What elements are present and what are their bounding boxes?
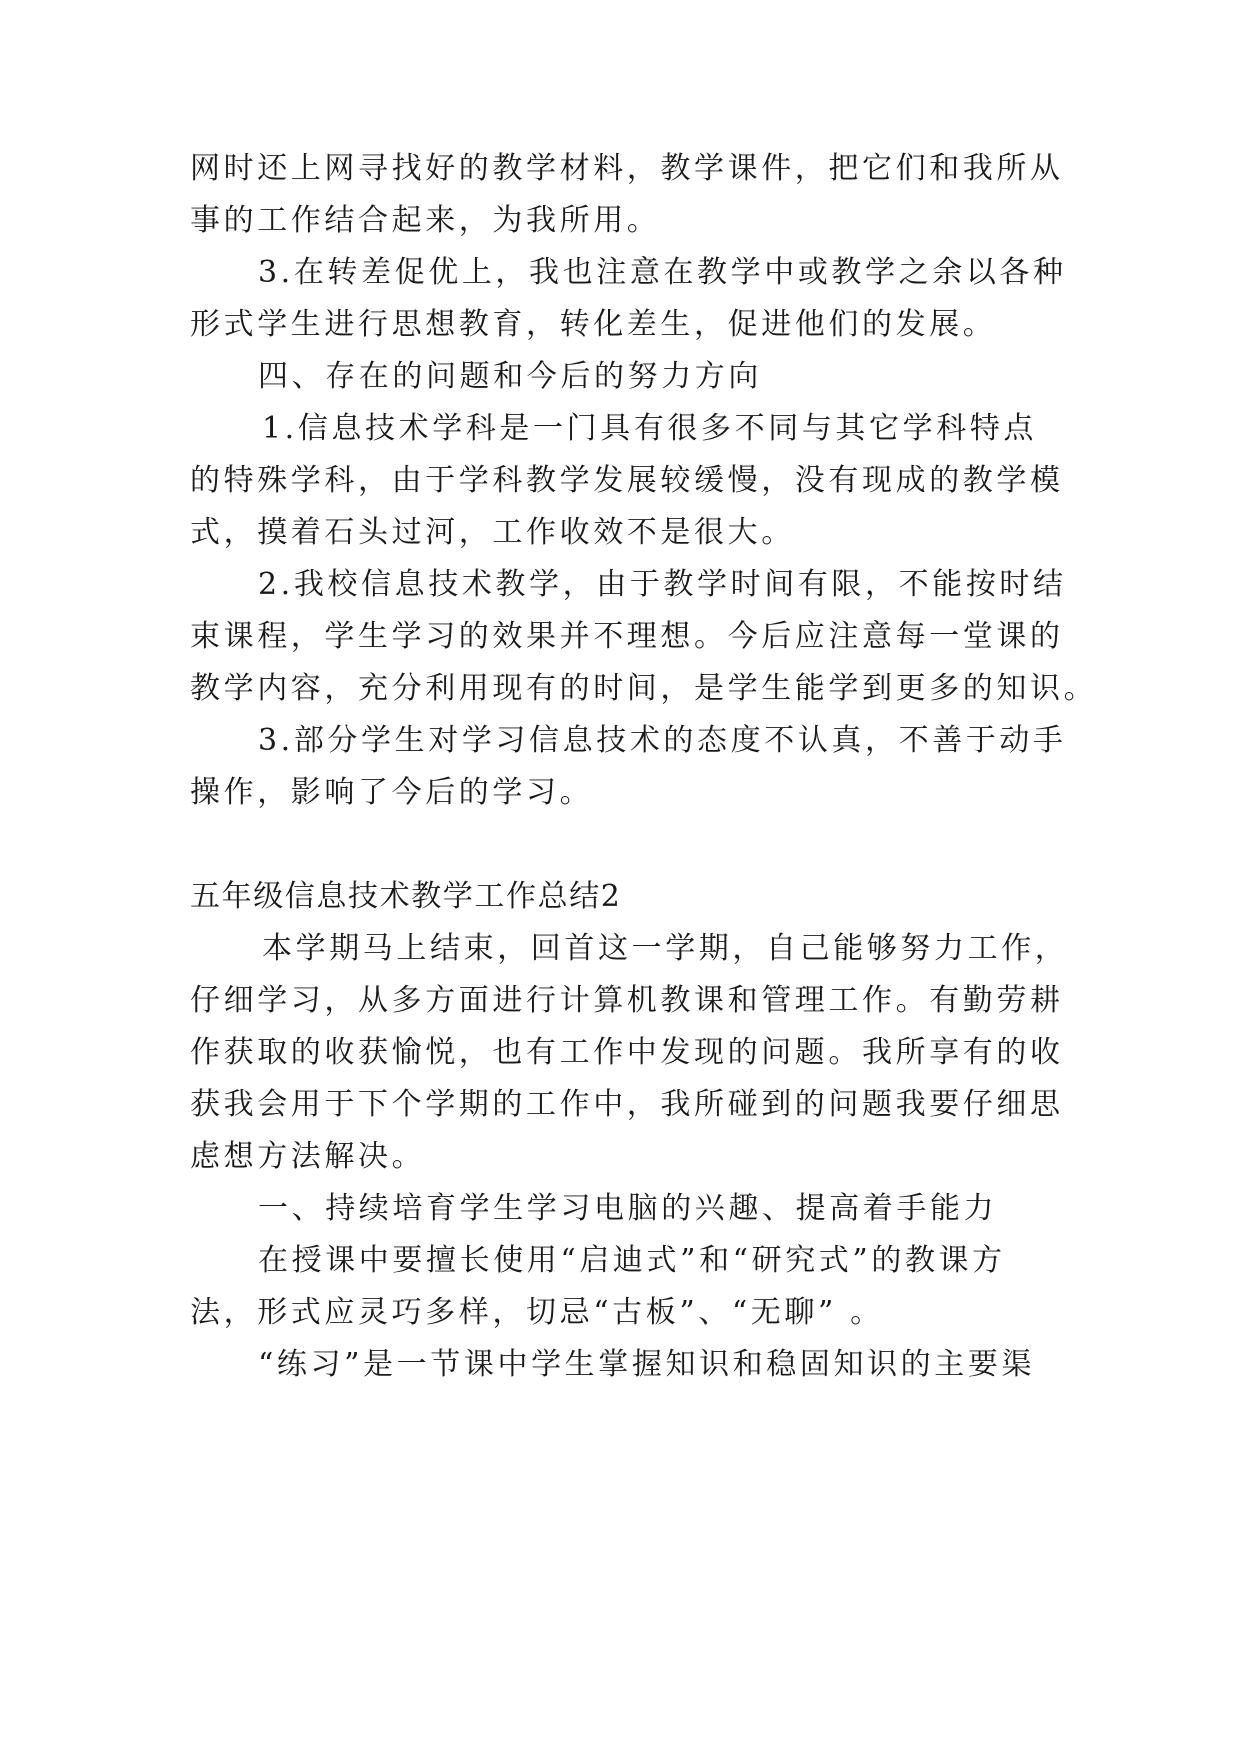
paragraph-line: 操作，影响了今后的学习。 [190, 775, 594, 810]
paragraph-line: 式，摸着石头过河，工作收效不是很大。 [190, 515, 795, 550]
paragraph-line: 网时还上网寻找好的教学材料，教学课件，把它们和我所从 [190, 151, 1064, 186]
paragraph-line: 事的工作结合起来，为我所用。 [190, 203, 661, 238]
paragraph-line: 在授课中要擅长使用“启迪式”和“研究式”的教课方 [258, 1243, 1006, 1278]
paragraph-line: 本学期马上结束，回首这一学期，自己能够努力工作， [262, 931, 1069, 966]
paragraph-line: 虑想方法解决。 [190, 1139, 426, 1174]
paragraph-line: 3.部分学生对学习信息技术的态度不认真，不善于动手 [258, 723, 1067, 758]
paragraph-line: 获我会用于下个学期的工作中，我所碰到的问题我要仔细思 [190, 1087, 1064, 1122]
section-heading: 一、持续培育学生学习电脑的兴趣、提高着手能力 [258, 1191, 998, 1226]
paragraph-line: 1.信息技术学科是一门具有很多不同与其它学科特点 [262, 411, 1038, 446]
paragraph-line: 仔细学习，从多方面进行计算机教课和管理工作。有勤劳耕 [190, 983, 1064, 1018]
paragraph-line: 教学内容，充分利用现有的时间，是学生能学到更多的知识。 [190, 671, 1098, 706]
paragraph-line: 形式学生进行思想教育，转化差生，促进他们的发展。 [190, 307, 997, 342]
paragraph-line: 2.我校信息技术教学，由于教学时间有限，不能按时结 [258, 567, 1067, 602]
paragraph-line: 束课程，学生学习的效果并不理想。今后应注意每一堂课的 [190, 619, 1064, 654]
section-heading: 四、存在的问题和今后的努力方向 [258, 359, 762, 394]
paragraph-line: 的特殊学科，由于学科教学发展较缓慢，没有现成的教学模 [190, 463, 1064, 498]
paragraph-line: 3.在转差促优上，我也注意在教学中或教学之余以各种 [258, 255, 1067, 290]
paragraph-line: 作获取的收获愉悦，也有工作中发现的问题。我所享有的收 [190, 1035, 1064, 1070]
paragraph-line: 法，形式应灵巧多样，切忌“古板”、“无聊” 。 [190, 1295, 884, 1330]
document-title: 五年级信息技术教学工作总结2 [190, 879, 622, 914]
paragraph-line: “练习”是一节课中学生掌握知识和稳固知识的主要渠 [258, 1347, 1036, 1382]
